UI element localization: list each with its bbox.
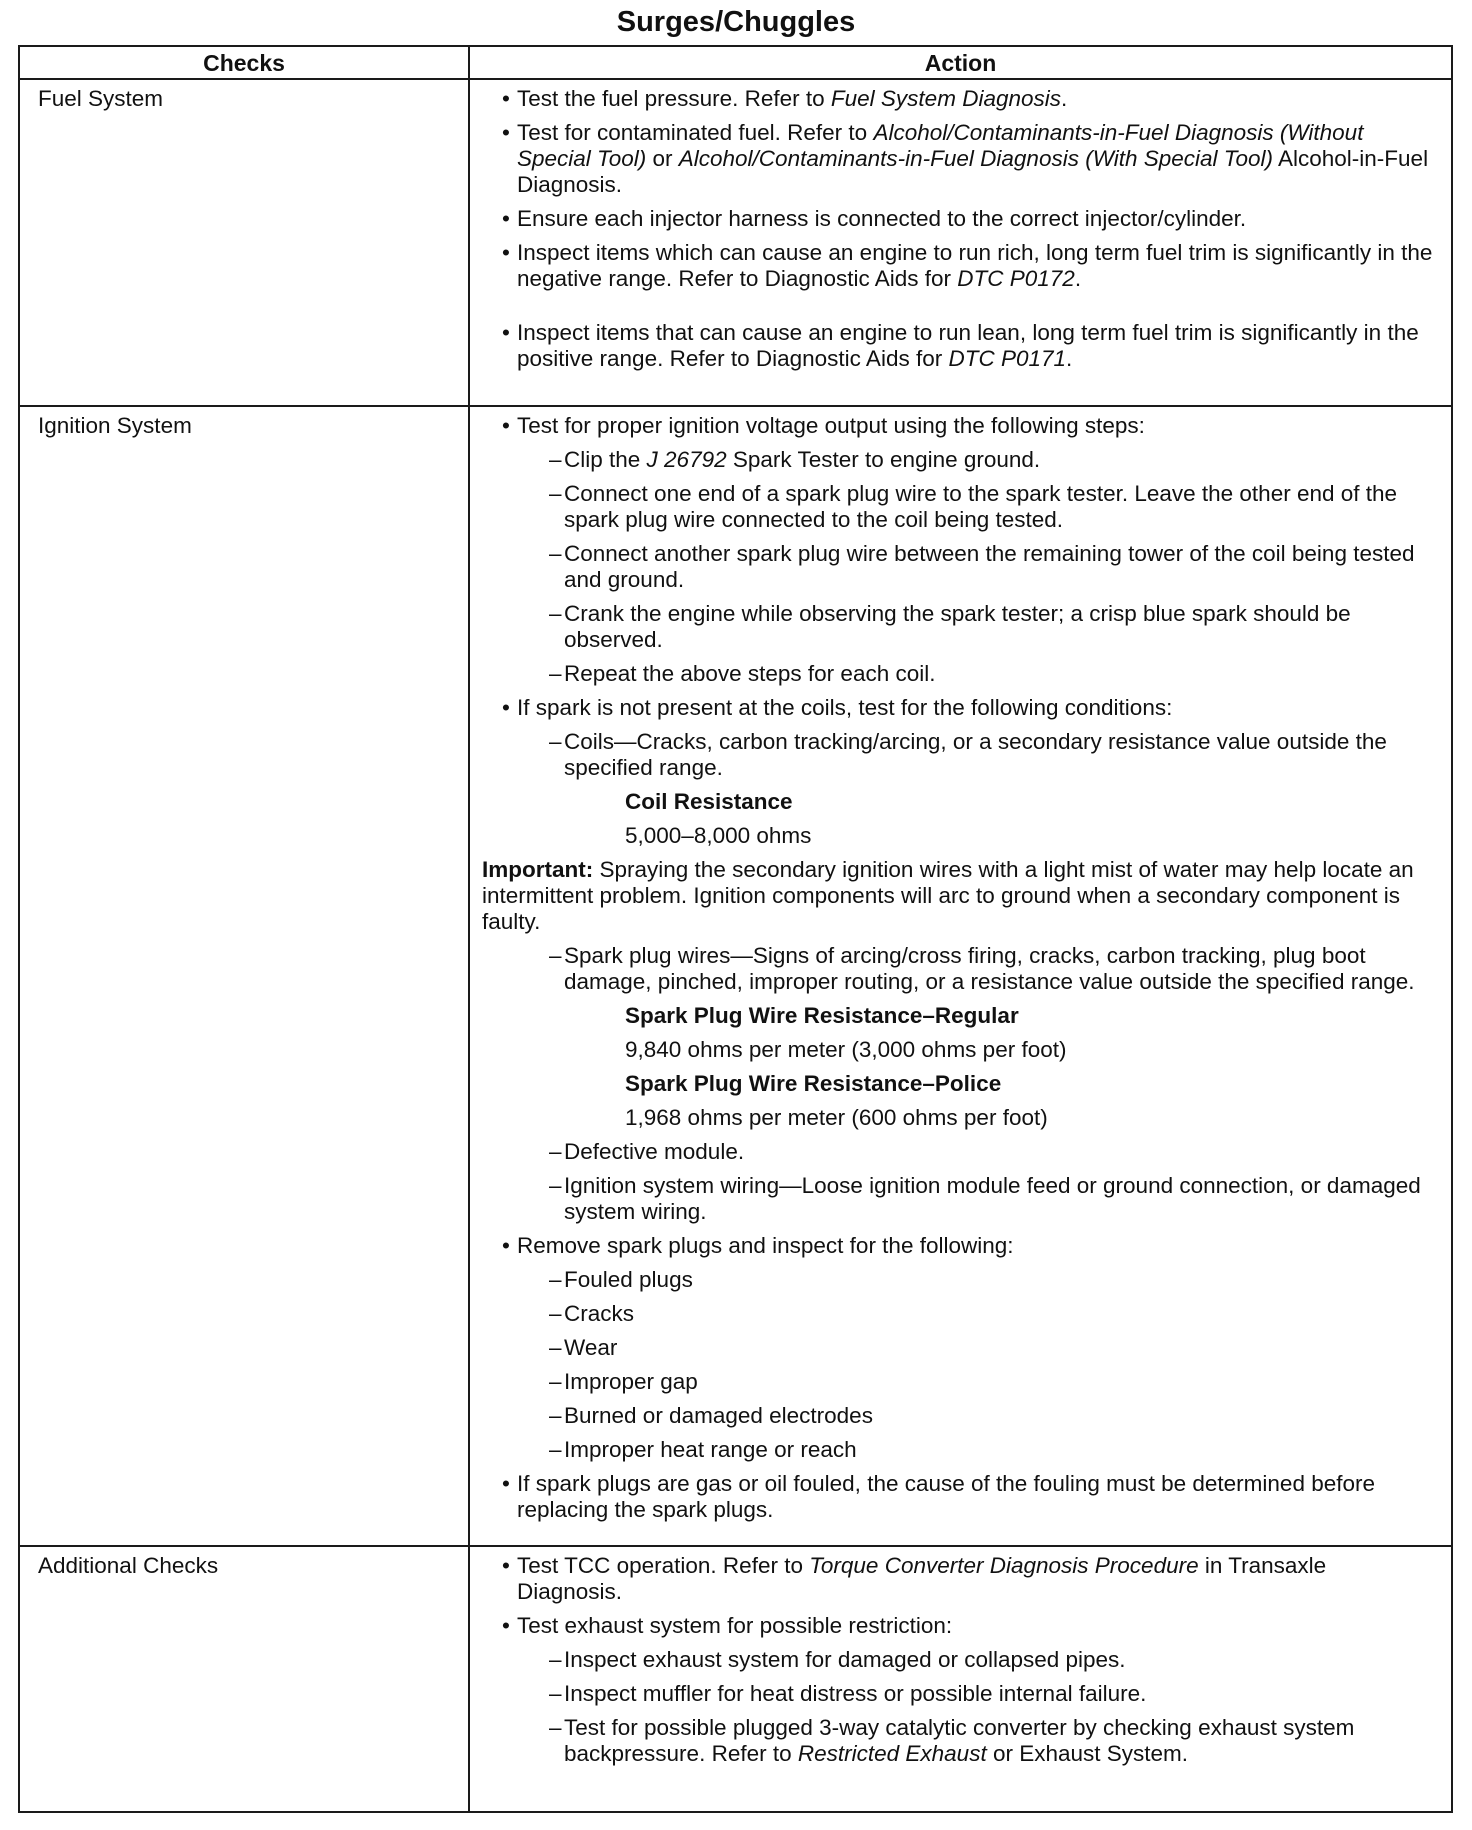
item-text: Test TCC operation. Refer to — [517, 1553, 810, 1578]
reference-link[interactable]: Alcohol/Contaminants-in-Fuel Diagnosis (With Special Tool) — [678, 146, 1273, 171]
sub-list-item: – Ignition system wiring—Loose ignition module feed or ground connection, or damaged system wiring. — [482, 1173, 1437, 1225]
item-text: . — [1061, 86, 1068, 111]
sub-list-item: – Inspect exhaust system for damaged or collapsed pipes. — [482, 1647, 1437, 1673]
dtc-code: DTC P0172 — [957, 266, 1075, 291]
spec-label: Spark Plug Wire Resistance–Regular — [625, 1003, 1019, 1028]
sub-list-item: – Connect another spark plug wire between the remaining tower of the coil being tested and ground. — [482, 541, 1437, 593]
list-item: • If spark plugs are gas or oil fouled, the cause of the fouling must be determined before replacing the spark plugs. — [482, 1471, 1437, 1523]
item-text: Alcohol-in-Fuel Diagnosis. — [517, 146, 1429, 197]
tool-number: J 26792 — [646, 447, 727, 472]
item-text: Clip the — [564, 447, 647, 472]
sub-list-item — [482, 447, 1437, 473]
list-item: • If spark is not present at the coils, test for the following conditions: — [482, 695, 1437, 721]
important-note — [482, 857, 1437, 935]
column-header-checks: Checks — [19, 46, 469, 79]
spec-label: Spark Plug Wire Resistance–Police — [625, 1071, 1002, 1096]
item-text: Inspect items that can cause an engine to run lean, long term fuel trim is significantly in the positive range. Refer to Diagnostic Aids for — [517, 320, 1419, 371]
sub-list-item: – Improper heat range or reach — [482, 1437, 1437, 1463]
sub-list-item: – Inspect muffler for heat distress or possible internal failure. — [482, 1681, 1437, 1707]
action-fuel-system — [469, 79, 1452, 406]
sub-list-item: – Fouled plugs — [482, 1267, 1437, 1293]
spec-value: 1,968 ohms per meter (600 ohms per foot) — [625, 1105, 1048, 1130]
list-item: • Ensure each injector harness is connected to the correct injector/cylinder. — [482, 206, 1437, 232]
sub-list-item: – Repeat the above steps for each coil. — [482, 661, 1437, 687]
table-row-additional-checks — [19, 1546, 1452, 1812]
item-text: Test the fuel pressure. Refer to — [517, 86, 831, 111]
sub-list-item: – Crank the engine while observing the spark tester; a crisp blue spark should be observed. — [482, 601, 1437, 653]
reference-link[interactable]: Restricted Exhaust — [797, 1741, 987, 1766]
item-text: or — [646, 146, 679, 171]
item-text: Test for contaminated fuel. Refer to — [517, 120, 874, 145]
action-ignition-system — [469, 406, 1452, 1546]
important-label: Important: — [482, 857, 594, 882]
sub-list-item: – Burned or damaged electrodes — [482, 1403, 1437, 1429]
item-text: Spark Tester to engine ground. — [726, 447, 1041, 472]
table-row-fuel-system — [19, 79, 1452, 406]
item-text: . — [1074, 266, 1082, 291]
column-header-action: Action — [469, 46, 1452, 79]
list-item — [482, 1553, 1437, 1605]
action-additional-checks — [469, 1546, 1452, 1812]
check-ignition-system: Ignition System — [19, 406, 469, 1546]
sub-list-item: – Improper gap — [482, 1369, 1437, 1395]
spec-value: 5,000–8,000 ohms — [625, 823, 812, 848]
list-item: • Test exhaust system for possible restriction: — [482, 1613, 1437, 1639]
diagnosis-table — [18, 45, 1453, 1813]
list-item — [482, 120, 1437, 198]
list-item: • Test for proper ignition voltage output using the following steps: — [482, 413, 1437, 439]
item-text: or Exhaust System. — [986, 1741, 1189, 1766]
table-header-row — [19, 46, 1452, 79]
list-item — [482, 240, 1437, 292]
reference-link[interactable]: Alcohol/Contaminants-in-Fuel Diagnosis (Without Special Tool) — [517, 120, 1364, 171]
sub-list-item: – Wear — [482, 1335, 1437, 1361]
spec-value: 9,840 ohms per meter (3,000 ohms per foot) — [625, 1037, 1067, 1062]
page-title: Surges/Chuggles — [616, 6, 856, 38]
list-item — [482, 86, 1437, 112]
spec-label: Coil Resistance — [625, 789, 793, 814]
sub-list-item: – Connect one end of a spark plug wire to the spark tester. Leave the other end of the spark plug wire connected to the coil being tested. — [482, 481, 1437, 533]
list-item: • Remove spark plugs and inspect for the following: — [482, 1233, 1437, 1259]
sub-list-item: – Spark plug wires—Signs of arcing/cross firing, cracks, carbon tracking, plug boot damage, pinched, improper routing, or a resistance value outside the specified range. — [482, 943, 1437, 995]
list-item — [482, 320, 1437, 372]
sub-list-item: – Coils—Cracks, carbon tracking/arcing, or a secondary resistance value outside the specified range. — [482, 729, 1437, 781]
reference-link[interactable]: Torque Converter Diagnosis Procedure — [809, 1553, 1199, 1578]
item-text: Test for possible plugged 3-way catalytic converter by checking exhaust system backpressure. Refer to — [564, 1715, 1355, 1766]
important-text: Spraying the secondary ignition wires with a light mist of water may help locate an intermittent problem. Ignition components will arc to ground when a secondary component is faulty. — [482, 857, 1414, 934]
check-fuel-system: Fuel System — [19, 79, 469, 406]
dtc-code: DTC P0171 — [948, 346, 1067, 371]
table-row-ignition-system — [19, 406, 1452, 1546]
item-text: in Transaxle Diagnosis. — [517, 1553, 1327, 1604]
item-text: Inspect items which can cause an engine to run rich, long term fuel trim is significantly in the negative range. Refer to Diagnostic Aids for — [517, 240, 1433, 291]
check-additional-checks: Additional Checks — [19, 1546, 469, 1812]
sub-list-item: – Defective module. — [482, 1139, 1437, 1165]
sub-list-item — [482, 1715, 1437, 1767]
sub-list-item: – Cracks — [482, 1301, 1437, 1327]
item-text: . — [1066, 346, 1073, 371]
reference-link[interactable]: Fuel System Diagnosis — [830, 86, 1061, 111]
